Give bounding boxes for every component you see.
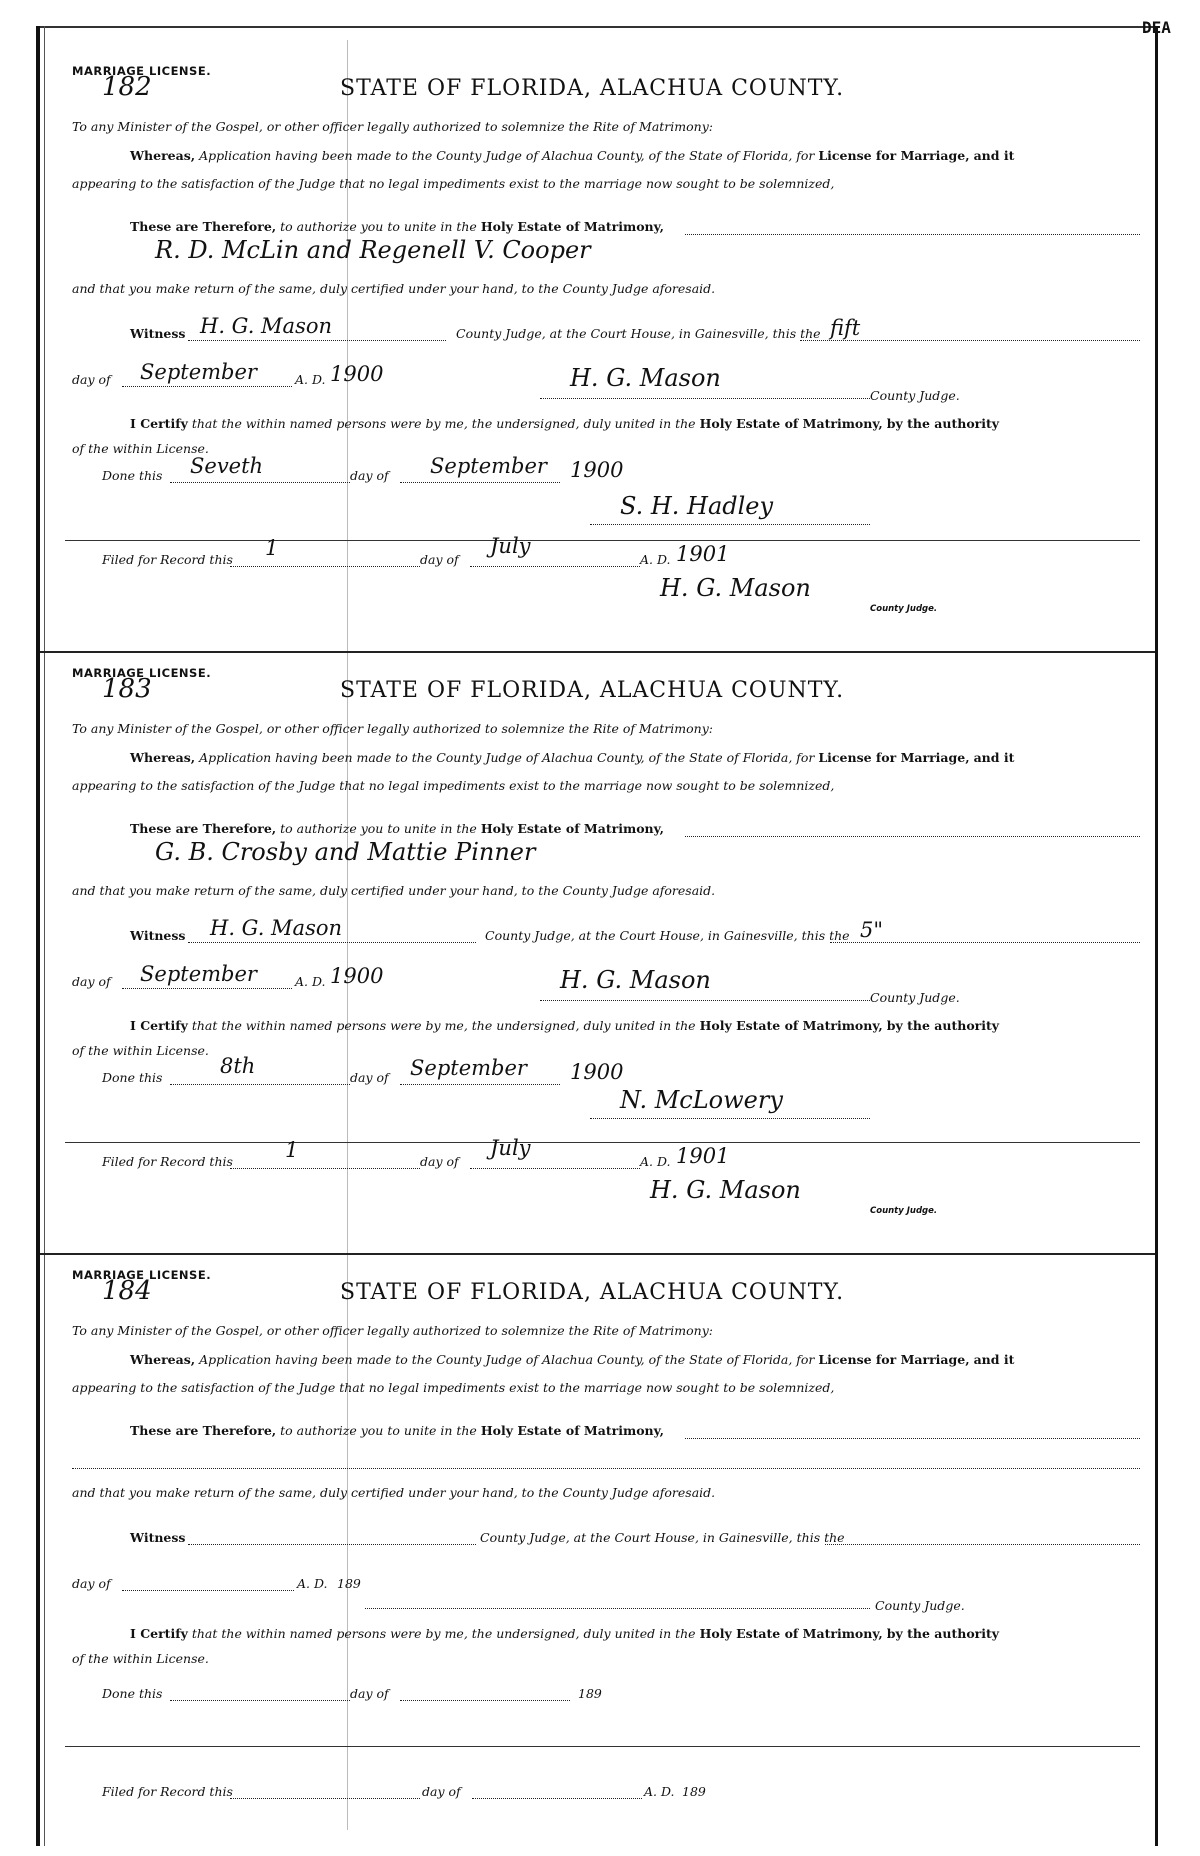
done-day: 8th [220,1054,256,1078]
whereas-word: Whereas, [130,750,196,765]
filed-ad-label: A. D. [644,1784,675,1799]
issued-month-rule [122,1590,294,1591]
holy-estate: Holy Estate of Matrimony, [480,1423,665,1438]
to-authorize: to authorize you to unite in the [280,219,477,234]
holy-estate-2: Holy Estate of Matrimony, [699,1626,883,1641]
to-authorize: to authorize you to unite in the [280,1423,477,1438]
officiant-rule [590,524,870,525]
done-month-rule [400,1084,560,1085]
county-judge-label: County Judge. [870,990,960,1005]
issued-year: 1900 [330,362,384,386]
issued-day: 5" [860,918,884,942]
county-judge-label: County Judge. [870,388,960,403]
state-title: STATE OF FLORIDA, ALACHUA COUNTY. [340,678,845,703]
issued-month-rule [122,386,292,387]
license-number: 183 [102,674,152,704]
of-within-label: of the within License. [72,441,209,456]
done-year: 1900 [570,458,624,482]
license-for-marriage: License for Marriage, [818,148,970,163]
witness-name: H. G. Mason [210,916,343,940]
done-this-label: Done this [102,1686,163,1701]
done-day: Seveth [190,454,264,478]
filed-signature: H. G. Mason [660,574,811,602]
page-number: DEA [1142,18,1171,37]
license-for-marriage: License for Marriage, [818,1352,970,1367]
whereas-word: Whereas, [130,148,196,163]
to-authorize: to authorize you to unite in the [280,821,477,836]
done-month: September [410,1056,527,1080]
filed-day-of-label: day of [420,1154,459,1169]
county-judge-label: County Judge. [875,1598,965,1613]
holy-estate: Holy Estate of Matrimony, [480,219,665,234]
witness-rule [188,340,446,341]
of-within-label: of the within License. [72,1043,209,1058]
to-any-line: To any Minister of the Gospel, or other officer legally authorized to solemnize the Rite of Matrimony: [72,721,713,736]
court-house-text: County Judge, at the Court House, in Gainesville, this the [480,1530,845,1545]
ad-label: A. D. [295,372,326,387]
filed-month-rule [470,566,640,567]
done-year: 1900 [570,1060,624,1084]
these-are-rule [685,836,1140,837]
and-it: and it [973,1352,1015,1367]
court-house-text: County Judge, at the Court House, in Gainesville, this the [485,928,850,943]
filed-year: 189 [682,1784,706,1799]
issued-day-rule [800,340,1140,341]
done-day-of-label: day of [350,1686,389,1701]
judge-rule [540,1000,870,1001]
issued-month: September [140,962,257,986]
section-separator-1 [40,651,1155,653]
whereas-line [130,148,1014,163]
filed-month-rule [472,1798,642,1799]
to-any-line: To any Minister of the Gospel, or other officer legally authorized to solemnize the Rite of Matrimony: [72,119,713,134]
whereas-text: Application having been made to the County Judge of Alachua County, of the State of Florida, for [199,148,815,163]
whereas-text: Application having been made to the County Judge of Alachua County, of the State of Florida, for [199,750,815,765]
done-this-label: Done this [102,468,163,483]
filed-separator [65,540,1140,541]
frame-right-rule [1155,26,1158,1846]
issued-month-rule [122,988,292,989]
these-are-word: These are Therefore, [130,219,277,234]
filed-label: Filed for Record this [102,1154,233,1169]
of-within-label: of the within License. [72,1651,209,1666]
day-of-label: day of [72,372,111,387]
by-authority: by the authority [886,1626,1000,1641]
certify-word: I Certify [130,1626,188,1641]
state-title: STATE OF FLORIDA, ALACHUA COUNTY. [340,1280,845,1305]
filed-year: 1901 [676,1144,730,1168]
license-number: 184 [102,1276,152,1306]
issued-year: 189 [337,1576,361,1591]
filed-year: 1901 [676,542,730,566]
license-for-marriage: License for Marriage, [818,750,970,765]
certify-word: I Certify [130,1018,188,1033]
these-are-word: These are Therefore, [130,1423,277,1438]
appearing-line: appearing to the satisfaction of the Judge that no legal impediments exist to the marriage now sought to be solemnized, [72,1380,835,1395]
witness-rule [188,942,476,943]
and-it: and it [973,750,1015,765]
witness-label: Witness [130,326,186,341]
witness-label: Witness [130,928,186,943]
witness-label: Witness [130,1530,186,1545]
filed-separator [65,1746,1140,1747]
filed-day-rule [230,566,420,567]
judge-signature: H. G. Mason [560,966,711,994]
license-label: MARRIAGE LICENSE. [72,666,212,680]
frame-left-rule [36,26,40,1846]
names-rule [72,1468,1140,1469]
done-day-rule [170,1084,350,1085]
done-month-rule [400,482,560,483]
and-it: and it [973,148,1015,163]
county-judge-small: County Judge. [870,1206,938,1216]
couple-names: G. B. Crosby and Mattie Pinner [155,838,536,866]
certify-line [130,416,999,431]
these-are-line [130,1423,664,1438]
license-label: MARRIAGE LICENSE. [72,64,212,78]
filed-ad-label: A. D. [640,1154,671,1169]
license-label: MARRIAGE LICENSE. [72,1268,212,1282]
done-day-of-label: day of [350,1070,389,1085]
done-month: September [430,454,547,478]
certify-text: that the within named persons were by me, the undersigned, duly united in the [191,416,696,431]
holy-estate: Holy Estate of Matrimony, [480,821,665,836]
filed-label: Filed for Record this [102,552,233,567]
done-day-of-label: day of [350,468,389,483]
certify-word: I Certify [130,416,188,431]
filed-day: 1 [265,536,279,560]
court-house-text: County Judge, at the Court House, in Gainesville, this the [456,326,821,341]
certify-line [130,1018,999,1033]
license-block-183 [60,666,1150,1246]
make-return-line: and that you make return of the same, duly certified under your hand, to the County Judge aforesaid. [72,281,716,296]
officiant-signature: N. McLowery [620,1086,783,1114]
make-return-line: and that you make return of the same, duly certified under your hand, to the County Judge aforesaid. [72,883,716,898]
filed-day-rule [230,1798,420,1799]
issued-day-rule [825,1544,1140,1545]
done-day-rule [170,1700,350,1701]
these-are-rule [685,234,1140,235]
judge-rule [365,1608,870,1609]
appearing-line: appearing to the satisfaction of the Judge that no legal impediments exist to the marriage now sought to be solemnized, [72,176,835,191]
couple-names: R. D. McLin and Regenell V. Cooper [155,236,591,264]
these-are-word: These are Therefore, [130,821,277,836]
day-of-label: day of [72,1576,111,1591]
filed-day-rule [230,1168,420,1169]
these-are-line [130,821,664,836]
holy-estate-2: Holy Estate of Matrimony, [699,416,883,431]
done-month-rule [400,1700,570,1701]
these-are-rule [685,1438,1140,1439]
filed-label: Filed for Record this [102,1784,233,1799]
issued-day: fift [830,316,861,340]
whereas-word: Whereas, [130,1352,196,1367]
whereas-line [130,1352,1014,1367]
filed-day: 1 [285,1138,299,1162]
license-number: 182 [102,72,152,102]
issued-day-rule [830,942,1140,943]
done-year: 189 [578,1686,602,1701]
ad-label: A. D. [297,1576,328,1591]
filed-month-rule [470,1168,640,1169]
frame-top-rule [36,26,1160,28]
ad-label: A. D. [295,974,326,989]
day-of-label: day of [72,974,111,989]
judge-rule [540,398,870,399]
section-separator-2 [40,1253,1155,1255]
filed-day-of-label: day of [422,1784,461,1799]
done-this-label: Done this [102,1070,163,1085]
whereas-line [130,750,1014,765]
frame-left-rule-thin [44,26,45,1846]
issued-month: September [140,360,257,384]
make-return-line: and that you make return of the same, duly certified under your hand, to the County Judge aforesaid. [72,1485,716,1500]
filed-month: July [490,534,531,558]
judge-signature: H. G. Mason [570,364,721,392]
filed-month: July [490,1136,531,1160]
whereas-text: Application having been made to the County Judge of Alachua County, of the State of Florida, for [199,1352,815,1367]
by-authority: by the authority [886,1018,1000,1033]
witness-name: H. G. Mason [200,314,333,338]
officiant-rule [590,1118,870,1119]
county-judge-small: County Judge. [870,604,938,614]
officiant-signature: S. H. Hadley [620,492,774,520]
filed-signature: H. G. Mason [650,1176,801,1204]
state-title: STATE OF FLORIDA, ALACHUA COUNTY. [340,76,845,101]
license-block-184 [60,1268,1150,1848]
witness-rule [188,1544,476,1545]
filed-separator [65,1142,1140,1143]
appearing-line: appearing to the satisfaction of the Judge that no legal impediments exist to the marriage now sought to be solemnized, [72,778,835,793]
certify-line [130,1626,999,1641]
by-authority: by the authority [886,416,1000,431]
holy-estate-2: Holy Estate of Matrimony, [699,1018,883,1033]
done-day-rule [170,482,350,483]
issued-year: 1900 [330,964,384,988]
to-any-line: To any Minister of the Gospel, or other officer legally authorized to solemnize the Rite of Matrimony: [72,1323,713,1338]
certify-text: that the within named persons were by me, the undersigned, duly united in the [191,1626,696,1641]
these-are-line [130,219,664,234]
certify-text: that the within named persons were by me, the undersigned, duly united in the [191,1018,696,1033]
license-block-182 [60,64,1150,644]
filed-day-of-label: day of [420,552,459,567]
filed-ad-label: A. D. [640,552,671,567]
